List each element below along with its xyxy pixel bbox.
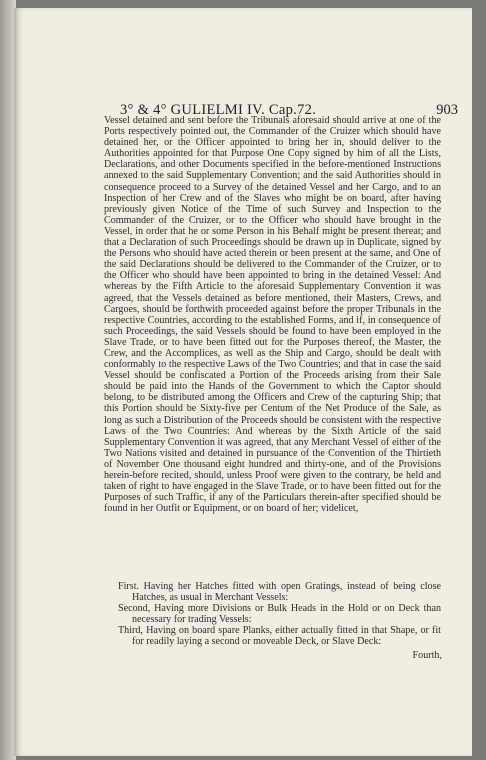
- list-item: Third, Having on board spare Planks, either actually fitted in that Shape, or fit for readily laying a second or moveable Deck, or Slave Deck:: [118, 625, 441, 648]
- catchword: Fourth,: [412, 650, 442, 661]
- particulars-list: [104, 581, 441, 648]
- running-title: 3° & 4° GULIELMI IV. Cap.72.: [120, 102, 317, 118]
- list-item: Second, Having more Divisions or Bulk Heads in the Hold or on Deck than necessary for trading Vessels:: [118, 603, 441, 626]
- page-number: 903: [436, 102, 458, 118]
- body-paragraph: Vessel detained and sent before the Tribunals aforesaid should arrive at one of the Ports respectively pointed out, the Commander of the Cruizer which should have detained her, or the Officer appointed to bring her in, should deliver to the Authorities appointed for that Purpose One Copy signed by him of all the Lists, Declarations, and other Documents specified in the before-mentioned Instructions annexed to the said Supplementary Convention; and the said Authorities should in consequence proceed to a Survey of the detained Vessel and her Cargo, and to an Inspection of her Crew and of the Slaves who might be on board, after having previously given Notice of the Time of such Survey and Inspection to the Commander of the Cruizer, or to the Officer who should have brought in the Vessel, in order that he or some Person in his Behalf might be present thereat; and that a Declaration of such Proceedings should be drawn up in Duplicate, signed by the Persons who should have acted therein or been present at the same, and One of the said Declarations should be delivered to the Commander of the Cruizer, or to the Officer who should have been appointed to bring in the detained Vessel: And whereas by the Fifth Article to the aforesaid Supplementary Convention it was agreed, that the Vessels detained as before mentioned, their Masters, Crews, and Cargoes, should be forthwith proceeded against before the proper Tribunals in the respective Countries, according to the established Forms, and if, in consequence of such Proceedings, the said Vessels should be found to have been employed in the Slave Trade, or to have been fitted out for the Purposes thereof, the Master, the Crew, and the Accomplices, as well as the Ship and Cargo, should be dealt with conformably to the respective Laws of the Two Countries; and that in case the said Vessel should be confiscated a Portion of the Proceeds arising from their Sale should be paid into the Hands of the Government to which the Captor should belong, to be distributed among the Officers and Crew of the capturing Ship; that this Portion should be Sixty-five per Centum of the Net Produce of the Sale, as long as such a Distribution of the Proceeds should be consistent with the respective Laws of the Two Countries: And whereas by the Sixth Article of the said Supplementary Convention it was agreed, that any Merchant Vessel of either of the Two Nations visited and detained in pursuance of the Convention of the Thirtieth of November One thousand eight hundred and thirty-one, and of the Provisions herein-before recited, should, unless Proof were given to the contrary, be held and taken of right to have engaged in the Slave Trade, or to have been fitted out for the Purposes of such Traffic, if any of the Particulars therein-after specified should be found in her Outfit or Equipment, or on board of her; videlicet,: [104, 115, 441, 515]
- list-item: First. Having her Hatches fitted with open Gratings, instead of being close Hatches, as usual in Merchant Vessels:: [118, 581, 441, 604]
